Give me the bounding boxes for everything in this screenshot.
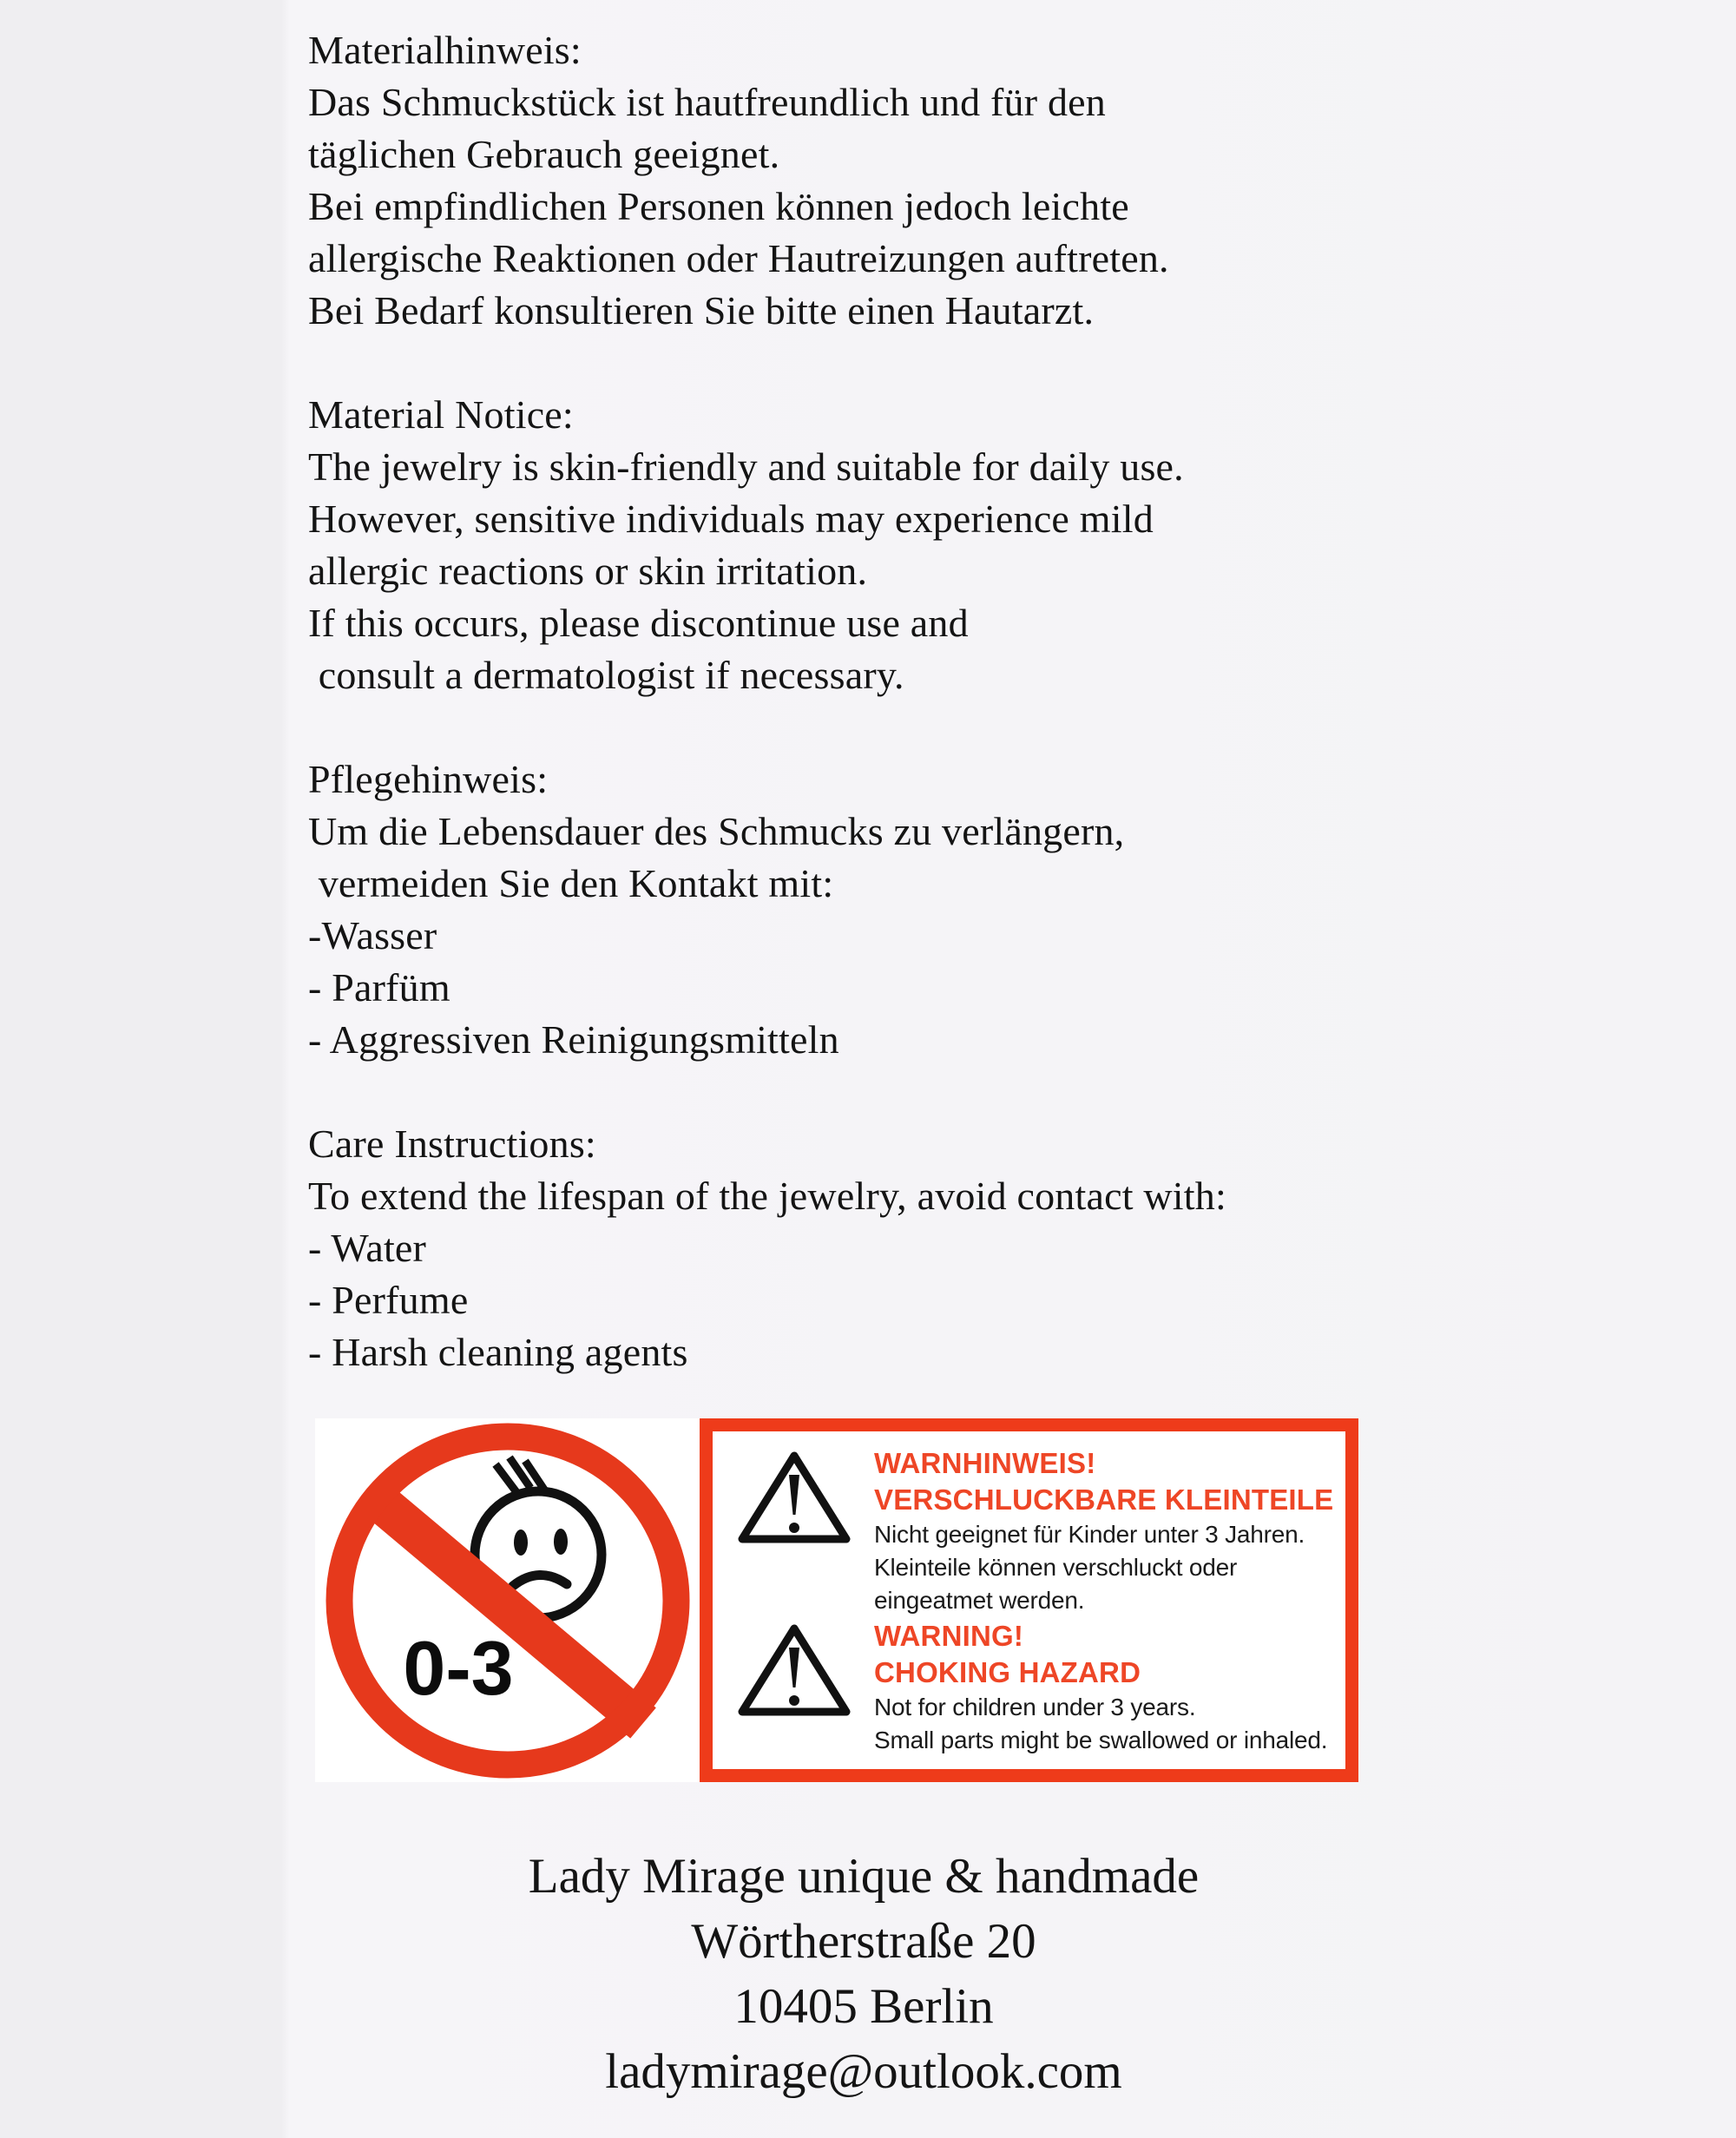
warning-body-line: Small parts might be swallowed or inhaled.: [874, 1727, 1328, 1753]
age-range-text: 0-3: [402, 1624, 514, 1711]
list-item: - Parfüm: [308, 965, 450, 1010]
warning-text-en: [874, 1618, 1327, 1757]
list-item: - Harsh cleaning agents: [308, 1330, 688, 1374]
list-item: - Water: [308, 1226, 427, 1270]
text-line: If this occurs, please discontinue use and: [308, 601, 969, 645]
list-item: - Perfume: [308, 1278, 469, 1322]
section-care-instructions: [308, 1118, 1226, 1378]
section-pflegehinweis: [308, 753, 1226, 1066]
warning-title: WARNHINWEIS!: [874, 1447, 1096, 1479]
text-line: täglichen Gebrauch geeignet.: [308, 132, 780, 176]
text-line: allergische Reaktionen oder Hautreizungen auftreten.: [308, 236, 1169, 280]
warning-body-line: Nicht geeignet für Kinder unter 3 Jahren.: [874, 1521, 1305, 1548]
text-line: The jewelry is skin-friendly and suitable for daily use.: [308, 444, 1184, 489]
section-title: Care Instructions:: [308, 1122, 596, 1166]
text-line: Bei empfindlichen Personen können jedoch leichte: [308, 184, 1129, 228]
brand-name: Lady Mirage unique & handmade: [528, 1849, 1200, 1904]
text-line: allergic reactions or skin irritation.: [308, 549, 868, 593]
footer-address: [0, 1844, 1727, 2104]
list-item: - Aggressiven Reinigungsmitteln: [308, 1017, 839, 1062]
choking-hazard-warning-box: [700, 1418, 1358, 1782]
section-title: Material Notice:: [308, 392, 574, 437]
warning-de: [737, 1445, 1333, 1617]
warning-subtitle: CHOKING HAZARD: [874, 1656, 1141, 1688]
section-material-notice: [308, 389, 1226, 701]
warning-triangle-icon: [737, 1445, 852, 1548]
no-children-0-3-icon: [324, 1423, 692, 1779]
street-address: Wörtherstraße 20: [691, 1914, 1036, 1969]
warning-subtitle: VERSCHLUCKBARE KLEINTEILE: [874, 1483, 1334, 1516]
text-line: Bei Bedarf konsultieren Sie bitte einen Hautarzt.: [308, 288, 1095, 332]
warning-title: WARNING!: [874, 1620, 1024, 1652]
section-materialhinweis: [308, 24, 1226, 337]
section-title: Pflegehinweis:: [308, 757, 549, 801]
city-address: 10405 Berlin: [733, 1979, 994, 2034]
warning-body-line: Not for children under 3 years.: [874, 1694, 1196, 1720]
text-line: To extend the lifespan of the jewelry, avoid contact with:: [308, 1174, 1226, 1218]
text-line: However, sensitive individuals may experience mild: [308, 497, 1154, 541]
text-line: consult a dermatologist if necessary.: [308, 653, 904, 697]
warning-triangle-icon: [737, 1618, 852, 1720]
section-title: Materialhinweis:: [308, 28, 582, 72]
no-children-0-3-sign: [315, 1418, 700, 1782]
text-line: vermeiden Sie den Kontakt mit:: [308, 861, 834, 905]
text-line: Das Schmuckstück ist hautfreundlich und für den: [308, 80, 1106, 124]
warning-text-de: [874, 1445, 1333, 1617]
care-material-text-block: [308, 24, 1226, 1431]
list-item: -Wasser: [308, 913, 437, 957]
age-warning-label: [315, 1418, 1357, 1782]
text-line: Um die Lebensdauer des Schmucks zu verlängern,: [308, 809, 1125, 853]
warning-body-line: eingeatmet werden.: [874, 1587, 1085, 1614]
warning-body-line: Kleinteile können verschluckt oder: [874, 1554, 1238, 1581]
warning-en: [737, 1618, 1333, 1757]
email-address: ladymirage@outlook.com: [605, 2044, 1122, 2099]
